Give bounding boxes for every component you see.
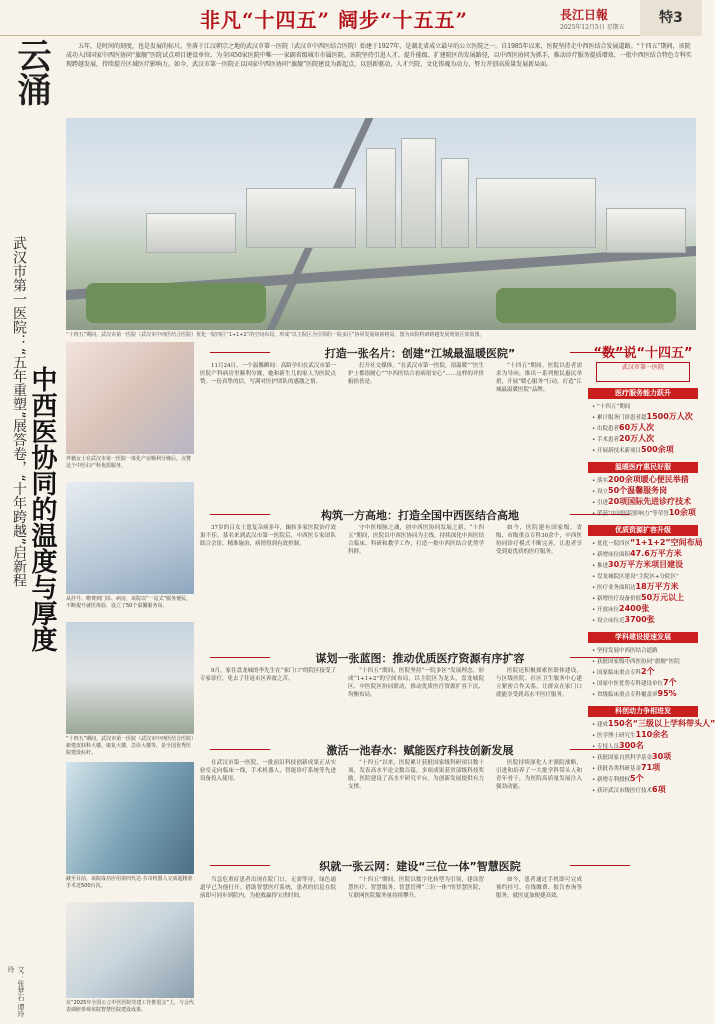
stats-groups <box>588 388 715 796</box>
stats-column <box>588 342 715 1018</box>
photo-image <box>66 622 194 734</box>
stats-item <box>588 752 698 763</box>
stats-group <box>588 388 698 456</box>
bullet-icon: • <box>592 563 597 569</box>
photo-3 <box>66 622 194 756</box>
stats-item <box>588 678 698 689</box>
photo-caption: 外籍女士在武汉市第一医院一体化产房顺利分娩后，点赞这个中医妇产科优质服务。 <box>66 456 192 469</box>
article-text <box>496 362 582 502</box>
stats-item-value: 50万元以上 <box>641 593 685 602</box>
paragraph: 医院还积极探索医联体建设，与区级医院、社区卫生服务中心建立紧密合作关系，让群众在家门口就能享受到高水平医疗服务。 <box>496 668 582 698</box>
stats-item-value: 5个 <box>630 774 644 783</box>
building-shape <box>246 188 356 248</box>
bullet-icon: • <box>592 574 597 580</box>
paragraph: 守中医根脉之魂，创中西医协同发展之新。“十四五”期间，医院以中西医协同为主线，持续深化中西医结合临床、科研和教学工作，打造一批中西医结合优势学科群。 <box>348 525 484 555</box>
stats-item <box>588 401 698 412</box>
stats-item-label: 引进 <box>597 500 609 506</box>
stats-item <box>588 571 698 582</box>
masthead <box>0 0 702 36</box>
section-heading <box>200 345 640 359</box>
stats-item-label: 新增专利授权 <box>597 777 631 783</box>
stats-item-label: 获批各类科研基金 <box>597 766 642 772</box>
paragraph: 11月24日，一个温馨瞬间：高龄孕妇在武汉市第一医院产科病房里顺利分娩，她和新生儿的家人为医院点赞。一份真挚的信，写满对医护团队的感激之情。 <box>200 363 336 385</box>
bullet-icon: • <box>592 670 597 676</box>
stats-item-label: 出院患者 <box>597 426 620 432</box>
stats-item <box>588 412 698 423</box>
stats-item-label: 设立床位近 <box>597 618 625 624</box>
stats-item-label: 优化一院四区 <box>597 541 631 547</box>
article-text <box>496 667 582 737</box>
building-shape <box>606 208 686 253</box>
park-shape <box>496 288 676 323</box>
hero-image <box>66 118 696 330</box>
stats-item-value: 20万人次 <box>619 434 655 443</box>
stats-item <box>588 508 698 519</box>
stats-item-value: 60万人次 <box>619 423 655 432</box>
bullet-icon: • <box>592 478 597 484</box>
photo-caption: 从挂号、缴费到门诊、病房，该院以“一站式”服务便民，不断提升就医体验，设立了50个温馨服务岗。 <box>66 596 192 609</box>
stats-item <box>588 497 698 508</box>
bullet-icon: • <box>592 777 597 783</box>
section-heading-title: 推动优质医疗资源有序扩容 <box>392 652 525 665</box>
stats-item-value: 150名“三级以上学科带头人” <box>608 719 715 728</box>
stats-group-title: 优质资源扩容升级 <box>588 525 698 536</box>
bullet-icon: • <box>592 618 597 624</box>
bullet-icon: • <box>592 415 597 421</box>
stats-item-value: 50个温馨服务岗 <box>608 486 668 495</box>
stats-item-value: 47.6万平方米 <box>630 549 682 558</box>
column-name: 云涌 <box>11 38 51 106</box>
bullet-icon: • <box>592 681 597 687</box>
stats-item-label: 医疗业务面积达 <box>597 585 636 591</box>
stats-title: “数”说“十四五” <box>593 346 693 361</box>
stats-item <box>588 604 698 615</box>
stats-item-value: 18万平方米 <box>635 582 679 591</box>
building-shape <box>401 138 436 248</box>
section-label: 特3 <box>640 0 702 36</box>
stats-item-label: 省级临床重点专科覆盖率 <box>597 692 658 698</box>
article-text <box>200 667 336 737</box>
photo-image <box>66 762 194 874</box>
bullet-icon: • <box>592 766 597 772</box>
paragraph: 如今，医院建有国家级、省级、市级重点专科30余个，中西医协同诊疗模式不断完善，让患者享受到更优质的医疗服务。 <box>496 525 582 555</box>
bullet-icon: • <box>592 744 597 750</box>
section-heading <box>200 742 640 756</box>
stats-item <box>588 560 698 571</box>
stats-item-label: 盘龙城院区建设“主院区+分院区” <box>597 574 679 580</box>
bullet-icon: • <box>592 607 597 613</box>
stats-item-label: “十四五”期间 <box>597 404 631 410</box>
paragraph: 医院持续深化人才强院战略，引进和培养了一大批学科带头人和青年骨干，为医院高质量发展注入强劲动能。 <box>496 760 582 790</box>
bullet-icon: • <box>592 437 597 443</box>
stats-item <box>588 475 698 486</box>
sub-headline: 武汉市第一医院：“五年重塑”展答卷，“十年跨越”启新程 <box>11 236 27 588</box>
stats-item <box>588 785 698 796</box>
bullet-icon: • <box>592 541 597 547</box>
paragraph: “十四五”期间，医院坚持“一院多区”发展理念，形成“1+1+2”的空间布局，以主院区为龙头，盘龙城院区、中医院区协同联动，推动优质医疗资源扩容下沉、均衡布局。 <box>348 668 484 698</box>
stats-item-value: 200余项暖心便民举措 <box>608 475 689 484</box>
stats-item <box>588 741 698 752</box>
paragraph: 如今，患者通过手机即可完成预约挂号、在线缴费、报告查询等服务，就医更加便捷高效。 <box>496 877 582 899</box>
stats-item-value: 2400张 <box>619 604 650 613</box>
stats-item-label: 推进 <box>597 563 609 569</box>
article-text <box>348 524 484 644</box>
stats-item <box>588 656 698 667</box>
paragraph: 37岁的吕女士患复杂病多年，辗转多家医院治疗效果不佳。慕名来到武汉市第一医院后，中西医专家团队联合会诊，精准施治，病情得到有效控制。 <box>200 525 336 547</box>
stats-group-title: 医疗服务能力跃升 <box>588 388 698 399</box>
paragraph: “十四五”期间，医院以患者需求为导向，推出一系列便民惠民举措，开展“暖心服务”行动，打造“江城最温暖医院”品牌。 <box>496 363 582 393</box>
paragraph: 在武汉市第一医院，一批前沿科技创新成果正从实验室走向临床一线，手术机器人、智能诊疗系统等先进设备投入使用。 <box>200 760 336 782</box>
photo-caption: 截至目前，该院成功应用第四代达·芬奇机器人完成超精准手术近500台次。 <box>66 876 193 889</box>
stats-item-label: 荣获“中国医院影响力”等荣誉 <box>597 511 669 517</box>
article-text <box>200 759 336 851</box>
stats-item-value: 71项 <box>641 763 661 772</box>
stats-group <box>588 706 715 796</box>
stats-item-label: 手术患者 <box>597 437 620 443</box>
photo-1 <box>66 342 194 476</box>
article-text <box>348 362 484 502</box>
bullet-icon: • <box>592 585 597 591</box>
stats-item-value: 10余项 <box>668 508 696 517</box>
stats-item-label: 设立 <box>597 489 609 495</box>
bullet-icon: • <box>592 500 597 506</box>
section-heading <box>200 507 640 521</box>
photo-5 <box>66 902 194 1018</box>
main-headline: 中西医协同的温度与厚度 <box>27 366 57 652</box>
photo-caption: 在“2025年全国公立中医医院党建工作推进会”上，与会代表调研参观该院智慧医院建设成果。 <box>66 1000 194 1013</box>
section-heading <box>200 650 640 664</box>
stats-item <box>588 667 698 678</box>
stats-item-label: 国家临床重点专科 <box>597 670 642 676</box>
section-heading <box>200 858 640 872</box>
bullet-icon: • <box>592 722 597 728</box>
stats-item <box>588 486 698 497</box>
bullet-icon: • <box>592 448 597 454</box>
stats-item <box>588 593 698 604</box>
paragraph: “十四五”以来，医院累计获批国家级科研项目数十项，发表高水平论文数百篇，多项成果获省部级科技奖励。医院建设了高水平研究平台，为创新发展提供有力支撑。 <box>348 760 484 790</box>
stats-item-value: 30项 <box>652 752 672 761</box>
stats-item <box>588 423 698 434</box>
stats-item <box>588 689 698 700</box>
stats-item <box>588 719 715 730</box>
article-text <box>496 876 582 1016</box>
section-heading-number: 谋划一张蓝图： <box>315 652 393 665</box>
bullet-icon: • <box>592 733 597 739</box>
stats-item-label: 开展新技术新项目 <box>597 448 642 454</box>
stats-item-label: 新增床位面积 <box>597 552 631 558</box>
stats-item-value: 1500万人次 <box>646 412 693 421</box>
stats-item-label: 开放床位 <box>597 607 620 613</box>
stats-item-value: 6项 <box>652 785 666 794</box>
section-heading-number: 织就一张云网： <box>319 860 397 873</box>
section-heading-title: 创建“江城最温暖医院” <box>401 347 516 360</box>
stats-item <box>588 434 698 445</box>
article-text <box>200 362 336 502</box>
bullet-icon: • <box>592 404 597 410</box>
stats-item-value: 95% <box>657 689 677 698</box>
photo-caption: “十四五”期间，武汉市第一医院（武汉市中西医结合医院）新建皮肤科大楼、康复大楼、急诊大楼等，是全国优秀医院建设标杆。 <box>66 736 194 756</box>
section-heading-title: 建设“三位一体”智慧医院 <box>396 860 521 873</box>
section-heading-number: 激活一池春水： <box>326 744 404 757</box>
bullet-icon: • <box>592 596 597 602</box>
newspaper-logo: 長江日報 <box>560 8 609 22</box>
stats-item <box>588 538 703 549</box>
stats-item <box>588 445 698 456</box>
stats-item <box>588 615 698 626</box>
stats-item-label: 医学博士研究生 <box>597 733 636 739</box>
bullet-icon: • <box>592 755 597 761</box>
stats-item-value: 2个 <box>641 667 655 676</box>
stats-group <box>588 462 698 519</box>
bullet-icon: • <box>592 648 597 654</box>
paragraph: 9月，家住盘龙城的李先生在“家门口”的院区接受了专家诊疗，免去了往返市区奔波之苦。 <box>200 668 336 682</box>
stats-item-label: 落实 <box>597 478 609 484</box>
issue-date: 2025年12月5日 星期五 <box>560 24 625 31</box>
stats-item-value: 110余名 <box>635 730 669 739</box>
section-heading-number: 打造一张名片： <box>324 347 402 360</box>
photo-2 <box>66 482 194 616</box>
stats-item <box>588 730 698 741</box>
stats-item-label: 建成 <box>597 722 609 728</box>
paragraph: 当急危重症患者出现在院门口，无需等待，绿色通道早已为他打开。借助智慧医疗系统，患者的信息在院前即可同步到院内，为抢救赢得宝贵时间。 <box>200 877 336 899</box>
article-text <box>200 524 336 644</box>
paragraph: “十四五”期间，医院以数字化转型为引领，建设智慧医疗、智慧服务、智慧管理“三位一体”的智慧医院，互联网医院服务量持续攀升。 <box>348 877 484 899</box>
stats-item <box>588 763 698 774</box>
hospital-logo-text: 武汉市第一医院 <box>621 364 664 371</box>
left-sidebar <box>0 36 58 1024</box>
stats-item-value: 20项国际先进诊疗技术 <box>608 497 692 506</box>
bullet-icon: • <box>592 489 597 495</box>
page-banner: 非凡“十四五” 阔步“十五五” <box>200 8 468 32</box>
section-heading-number: 构筑一方高地： <box>321 509 398 522</box>
stats-group-title: 学科建设提速发展 <box>588 632 698 643</box>
stats-group-title: 科创动力争相进发 <box>588 706 698 717</box>
building-shape <box>146 213 236 253</box>
stats-item-value: 30万平方米项目建设 <box>608 560 684 569</box>
stats-item-label: 新增医疗设备价值 <box>597 596 642 602</box>
stats-group-title: 温暖医疗惠民好服 <box>588 462 698 473</box>
article-text <box>496 759 582 851</box>
stats-item <box>588 645 698 656</box>
park-shape <box>86 283 266 323</box>
photo-4 <box>66 762 194 896</box>
byline: 文：张梦石 谭玲玲 <box>7 966 25 1018</box>
stats-item-label: 获批国家自然科学基金 <box>597 755 653 761</box>
building-shape <box>476 178 596 248</box>
bullet-icon: • <box>592 659 597 665</box>
photo-image <box>66 482 194 594</box>
stats-item <box>588 549 698 560</box>
bullet-icon: • <box>592 552 597 558</box>
bullet-icon: • <box>592 692 597 698</box>
bullet-icon: • <box>592 788 597 794</box>
stats-item-label: 国家中医优势专科建设单位 <box>597 681 664 687</box>
article-text <box>200 876 336 1016</box>
stats-item <box>588 774 698 785</box>
photo-image <box>66 902 194 998</box>
stats-item-value: 500余项 <box>641 445 674 454</box>
hero-caption: “十四五”期间，武汉市第一医院（武汉市中西医结合医院）优化一院四区“1+1+2”的空间布局，形成“以主院区为引领的一院多区”协同发展崭新格局。图为该院科研跨越发展规划区效果图。 <box>66 332 485 338</box>
stats-item-value: 300名 <box>619 741 644 750</box>
article-text <box>496 524 582 644</box>
bullet-icon: • <box>592 511 597 517</box>
section-heading-title: 打造全国中西医结合高地 <box>398 509 519 522</box>
stats-item-value: “1+1+2”空间布局 <box>630 538 703 547</box>
stats-item-label: 累计服务门诊患者超 <box>597 415 647 421</box>
stats-item-value: 3700张 <box>624 615 655 624</box>
photo-image <box>66 342 194 454</box>
stats-item-label: 获评武汉市级医疗技术 <box>597 788 653 794</box>
stats-item-label: 获批国家级中西医协同“旗舰”医院 <box>597 659 680 665</box>
stats-item-value: 7个 <box>663 678 677 687</box>
stats-item-label: 专技人员 <box>597 744 620 750</box>
lead-paragraph: 五年，是时间的刻度，也是发展的标尺。坐落于江汉朝宗之地的武汉市第一医院（武汉市中西医结合医院）始建于1927年，是湖北省成立最早的公立医院之一。自1985年以来，医院坚持走中西医结合发展道路。“十四五”期间，该院成功入围国家中西医协同“旗舰”医院试点项目建设单位，为全国50家医院中唯一一家副省级城市市属医院。该院坚持引进人才、提升能级、扩建院区的发展路径，以中西医协同为抓手，推动诊疗服务提质增效，一批中西医结合特色专科实现跨越发展，持续提升区域医疗影响力。如今，武汉市第一医院正以国家中西医协同“旗舰”医院建设为新起点，以创新驱动、人才兴院、文化铸魂为动力，努力开创高质量发展新局面。 <box>66 43 692 68</box>
stats-group <box>588 525 703 626</box>
building-shape <box>366 148 396 248</box>
stats-group <box>588 632 698 700</box>
article-text <box>348 759 484 851</box>
paragraph: 打开社交媒体，“在武汉市第一医院，很温暖”“医生护士都很耐心”“中西医结合看病很安心”……这样的评价俯拾皆是。 <box>348 363 484 385</box>
section-heading-title: 赋能医疗科技创新发展 <box>403 744 514 757</box>
stats-item <box>588 582 698 593</box>
article-text <box>348 876 484 1016</box>
article-text <box>348 667 484 737</box>
hospital-logo <box>596 362 690 382</box>
stats-item-label: 坚持发展中西医结合道路 <box>597 648 658 654</box>
building-shape <box>441 158 469 248</box>
bullet-icon: • <box>592 426 597 432</box>
